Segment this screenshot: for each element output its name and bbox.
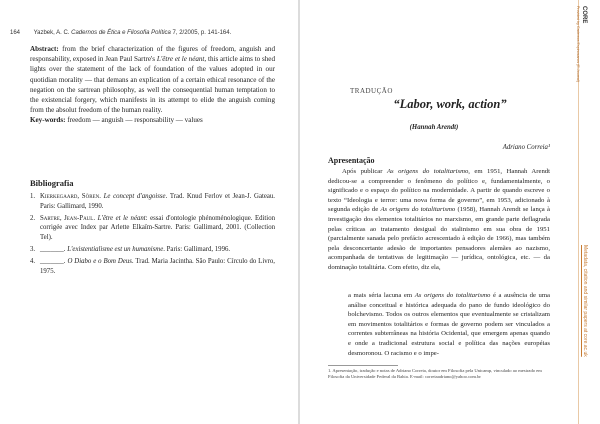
- bibliography-title: Bibliografia: [30, 178, 74, 188]
- journal-name: Cadernos de Ética e Filosofia Política: [71, 30, 171, 36]
- right-page: [300, 0, 568, 424]
- abstract-text-a: from the brief characterization of the figures of freedom, anguish and responsability, exposed in Jean Paul Sartre's: [30, 45, 275, 64]
- citation-prefix: Yazbek, A. C.: [33, 30, 70, 36]
- bibliography-item: 4. _______. O Diabo e o Bom Deus. Trad. Maria Jacintha. São Paulo: Círculo do Livro, 1975.: [30, 257, 275, 275]
- bibliography-item: 2. Sartre, Jean-Paul. L'être et le néant: essai d'ontologie phénoménologique. Edition corrigée avec Index par Arlette Elkaïm-Sartre. Paris: Gallimard, 2001. (Collection Tel).: [30, 214, 275, 242]
- left-page: [0, 0, 298, 424]
- abstract-text-b: , this article aims to shed lights over the statement of the lack of foundation of the values adopted in our quotidian morality — that demans an explication of a certain ethical resonance of the negation on the sartrean philosophy, as well the consequential human temptation to the existencial forgery, which manifests in its attempt to elide the anguish coming from the absolut freedom of the human reality.: [30, 55, 276, 115]
- core-provider-text: Provided by Cadernos Espinosanos (E-Journal): [576, 6, 580, 82]
- block-quote: a mais séria lacuna em As origens do totalitarismo é a ausência de uma análise conceitual e histórica adequada do pano de fundo ideológico do bolchevismo. Todos os outros elementos que eventualmente se cristalizam em movimentos totalitários e formas de governo podem ser vinculados a correntes subterrâneas na história Ocidental, que emergem apenas quando e onde a tradicional estrutura social e política das nações européias desmoronou. O racismo e o impe-: [348, 292, 551, 357]
- abstract-work: L'être et le néant: [156, 55, 205, 64]
- body-paragraph-1: Após publicar As origens do totalitarismo, em 1951, Hannah Arendt dedicou-se a compreender o fenômeno do político e, fundamentalmente, o significado e o espaço do político na modernidade. A partir de quando escreve o texto “Ideologia e terror: uma nova forma de governo”, em 1953, adicionado à segunda edição de As origens do totalitarismo (1958), Hannah Arendt se lança à investigação dos elementos totalitários no marxismo, em grande parte deflagrada pelas críticas ao tratamento desigual do stalinismo em sua obra de 1951 (parcialmente sanada pelo prefácio acrescentado à edição de 1966), mas também pela desconcertante adesão de importantes pensadores alemães ao nazismo, acompanhada de tentativas de legitimação — jurídica, ontológica, etc. — da dominação totalitária. Com efeito, diz ela,: [328, 168, 550, 271]
- article-author: (Hannah Arendt): [409, 124, 459, 131]
- translator: Adriano Correia¹: [502, 144, 550, 151]
- core-logo[interactable]: CORE: [581, 6, 587, 24]
- abstract: [30, 44, 275, 126]
- article-title: “Labor, work, action”: [393, 97, 507, 111]
- bibliography-item: 3. _______. L'existentialisme est un humanisme. Paris: Gallimard, 1996.: [30, 245, 231, 253]
- core-metadata-link[interactable]: Metadata, citation and similar papers at core.ac.uk: [582, 245, 588, 357]
- bibliography-item: 1. Kierkegaard, Sören. Le concept d'angoisse. Trad. Knud Ferlov et Jean-J. Gateau. Paris: Gallimard, 1990.: [30, 193, 275, 210]
- section-heading: Apresentação: [328, 156, 375, 165]
- abstract-label: Abstract:: [30, 45, 59, 53]
- bibliography-list: [30, 192, 275, 278]
- citation-suffix: 7, 2/2005, p. 141-164.: [172, 30, 232, 36]
- footnote-rule: [328, 365, 398, 366]
- keywords-label: Key-words:: [30, 116, 66, 125]
- page-number: 164: [10, 30, 21, 36]
- footnote: 1. Apresentação, tradução e notas de Adriano Correia, doutor em Filosofia pela Unicamp, vinculado ao mestrado em Filosofia da Universidade Federal da Bahia. E-mail: correiaadriano@yahoo.com.br: [328, 368, 542, 379]
- keywords: freedom — anguish — responsability — values: [67, 116, 203, 125]
- running-header: [10, 30, 231, 36]
- section-label: TRADUÇÃO: [350, 87, 393, 95]
- core-sidebar: [568, 0, 600, 424]
